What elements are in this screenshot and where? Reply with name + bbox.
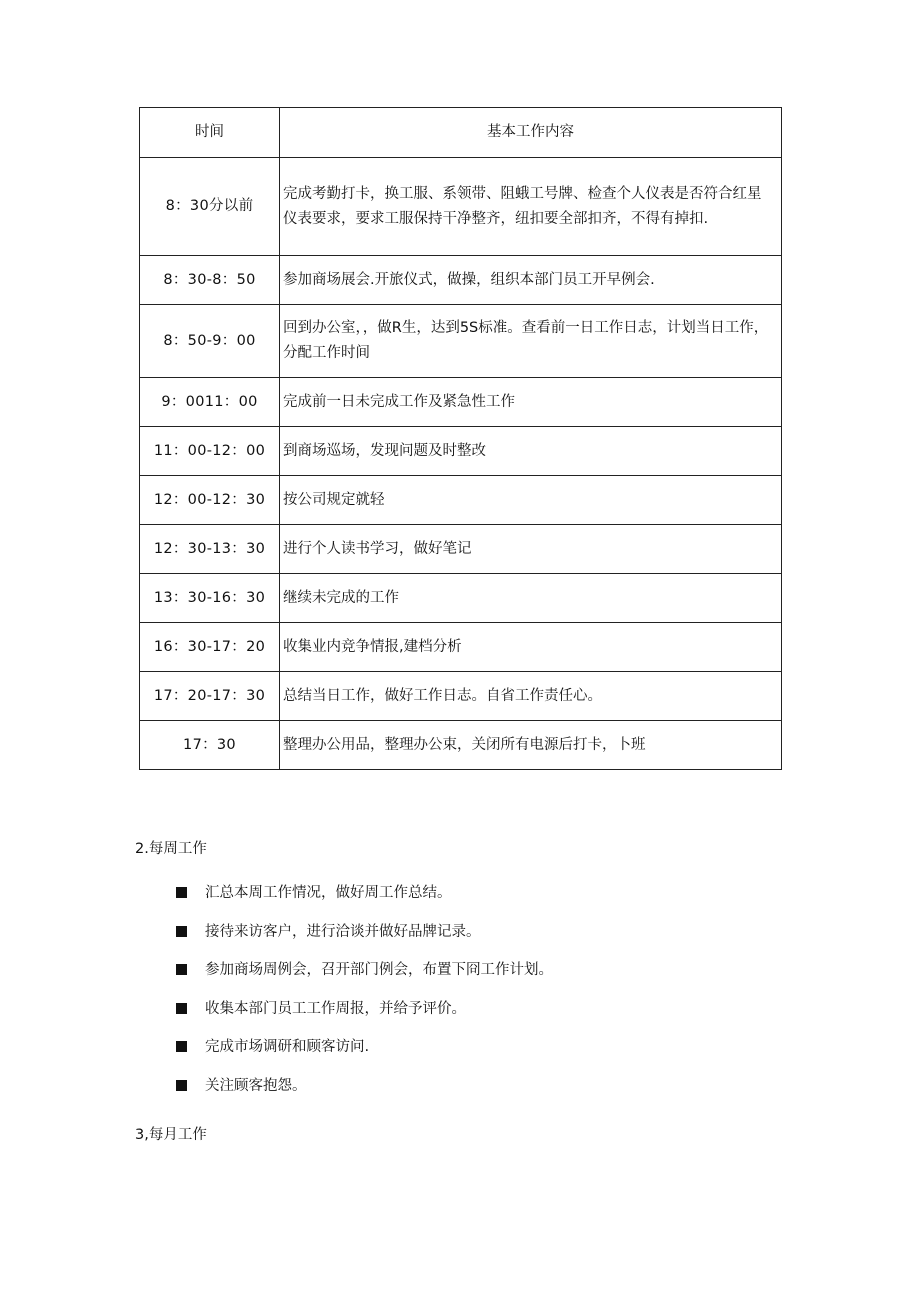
square-bullet-icon [176,926,187,937]
row-content: 总结当日工作，做好工作日志。自省工作责任心。 [280,672,782,721]
table-row [140,476,782,525]
list-item [0,1037,553,1076]
list-item-text: 参加商场周例会，召开部门例会，布置下冏工作计划。 [205,962,553,979]
row-time: 12：30-13：30 [140,525,280,574]
row-content: 完成考勤打卡，换工服、系领带、阻蛾工号牌、检查个人仪表是否符合红星仪表要求，要求工服保持干净整齐，纽扣要全部扣齐，不得有掉扣. [280,158,782,256]
square-bullet-icon [176,887,187,898]
table-header-row [140,108,782,158]
list-item [0,1076,553,1115]
table-row [140,378,782,427]
row-content: 按公司规定就轻 [280,476,782,525]
monthly-section-title: 3,每月工作 [135,1127,207,1143]
row-time: 9：0011：00 [140,378,280,427]
table-row [140,672,782,721]
table-row [140,623,782,672]
header-content: 基本工作内容 [280,108,782,158]
list-item-text: 收集本部门员工工作周报，并给予评价。 [205,1000,466,1017]
row-content: 收集业内竞争情报,建档分析 [280,623,782,672]
weekly-task-list [0,883,553,1115]
list-item [0,999,553,1038]
table-row [140,427,782,476]
list-item-text: 接待来访客户，进行洽谈并做好品牌记录。 [205,923,481,940]
schedule-table [139,107,782,770]
row-content: 进行个人读书学习，做好笔记 [280,525,782,574]
header-time: 时间 [140,108,280,158]
list-item [0,883,553,922]
table-row [140,158,782,256]
row-content: 回到办公室，，做R生，达到5S标准。查看前一日工作日志，计划当日工作，分配工作时间 [280,305,782,378]
row-content: 到商场巡场，发现问题及时整改 [280,427,782,476]
list-item [0,922,553,961]
table-row [140,256,782,305]
row-time: 16：30-17：20 [140,623,280,672]
row-time: 17：20-17：30 [140,672,280,721]
list-item-text: 关注顾客抱怨。 [205,1077,307,1094]
square-bullet-icon [176,1041,187,1052]
square-bullet-icon [176,964,187,975]
row-content: 继续未完成的工作 [280,574,782,623]
row-time: 11：00-12：00 [140,427,280,476]
square-bullet-icon [176,1080,187,1091]
weekly-section-title: 2.每周工作 [135,841,207,857]
row-time: 12：00-12：30 [140,476,280,525]
row-time: 13：30-16：30 [140,574,280,623]
row-time: 17：30 [140,721,280,770]
row-content: 整理办公用品，整理办公束，关闭所有电源后打卡，卜班 [280,721,782,770]
list-item-text: 完成市场调研和顾客访问. [205,1039,370,1056]
square-bullet-icon [176,1003,187,1014]
table-row [140,305,782,378]
row-content: 完成前一日未完成工作及紧急性工作 [280,378,782,427]
row-time: 8：50-9：00 [140,305,280,378]
row-content: 参加商场展会.开旅仪式，做操，组织本部门员工开早例会. [280,256,782,305]
table-row [140,721,782,770]
table-row [140,574,782,623]
table-row [140,525,782,574]
row-time: 8：30-8：50 [140,256,280,305]
list-item-text: 汇总本周工作情况，做好周工作总结。 [205,885,452,901]
list-item [0,960,553,999]
row-time: 8：30分以前 [140,158,280,256]
